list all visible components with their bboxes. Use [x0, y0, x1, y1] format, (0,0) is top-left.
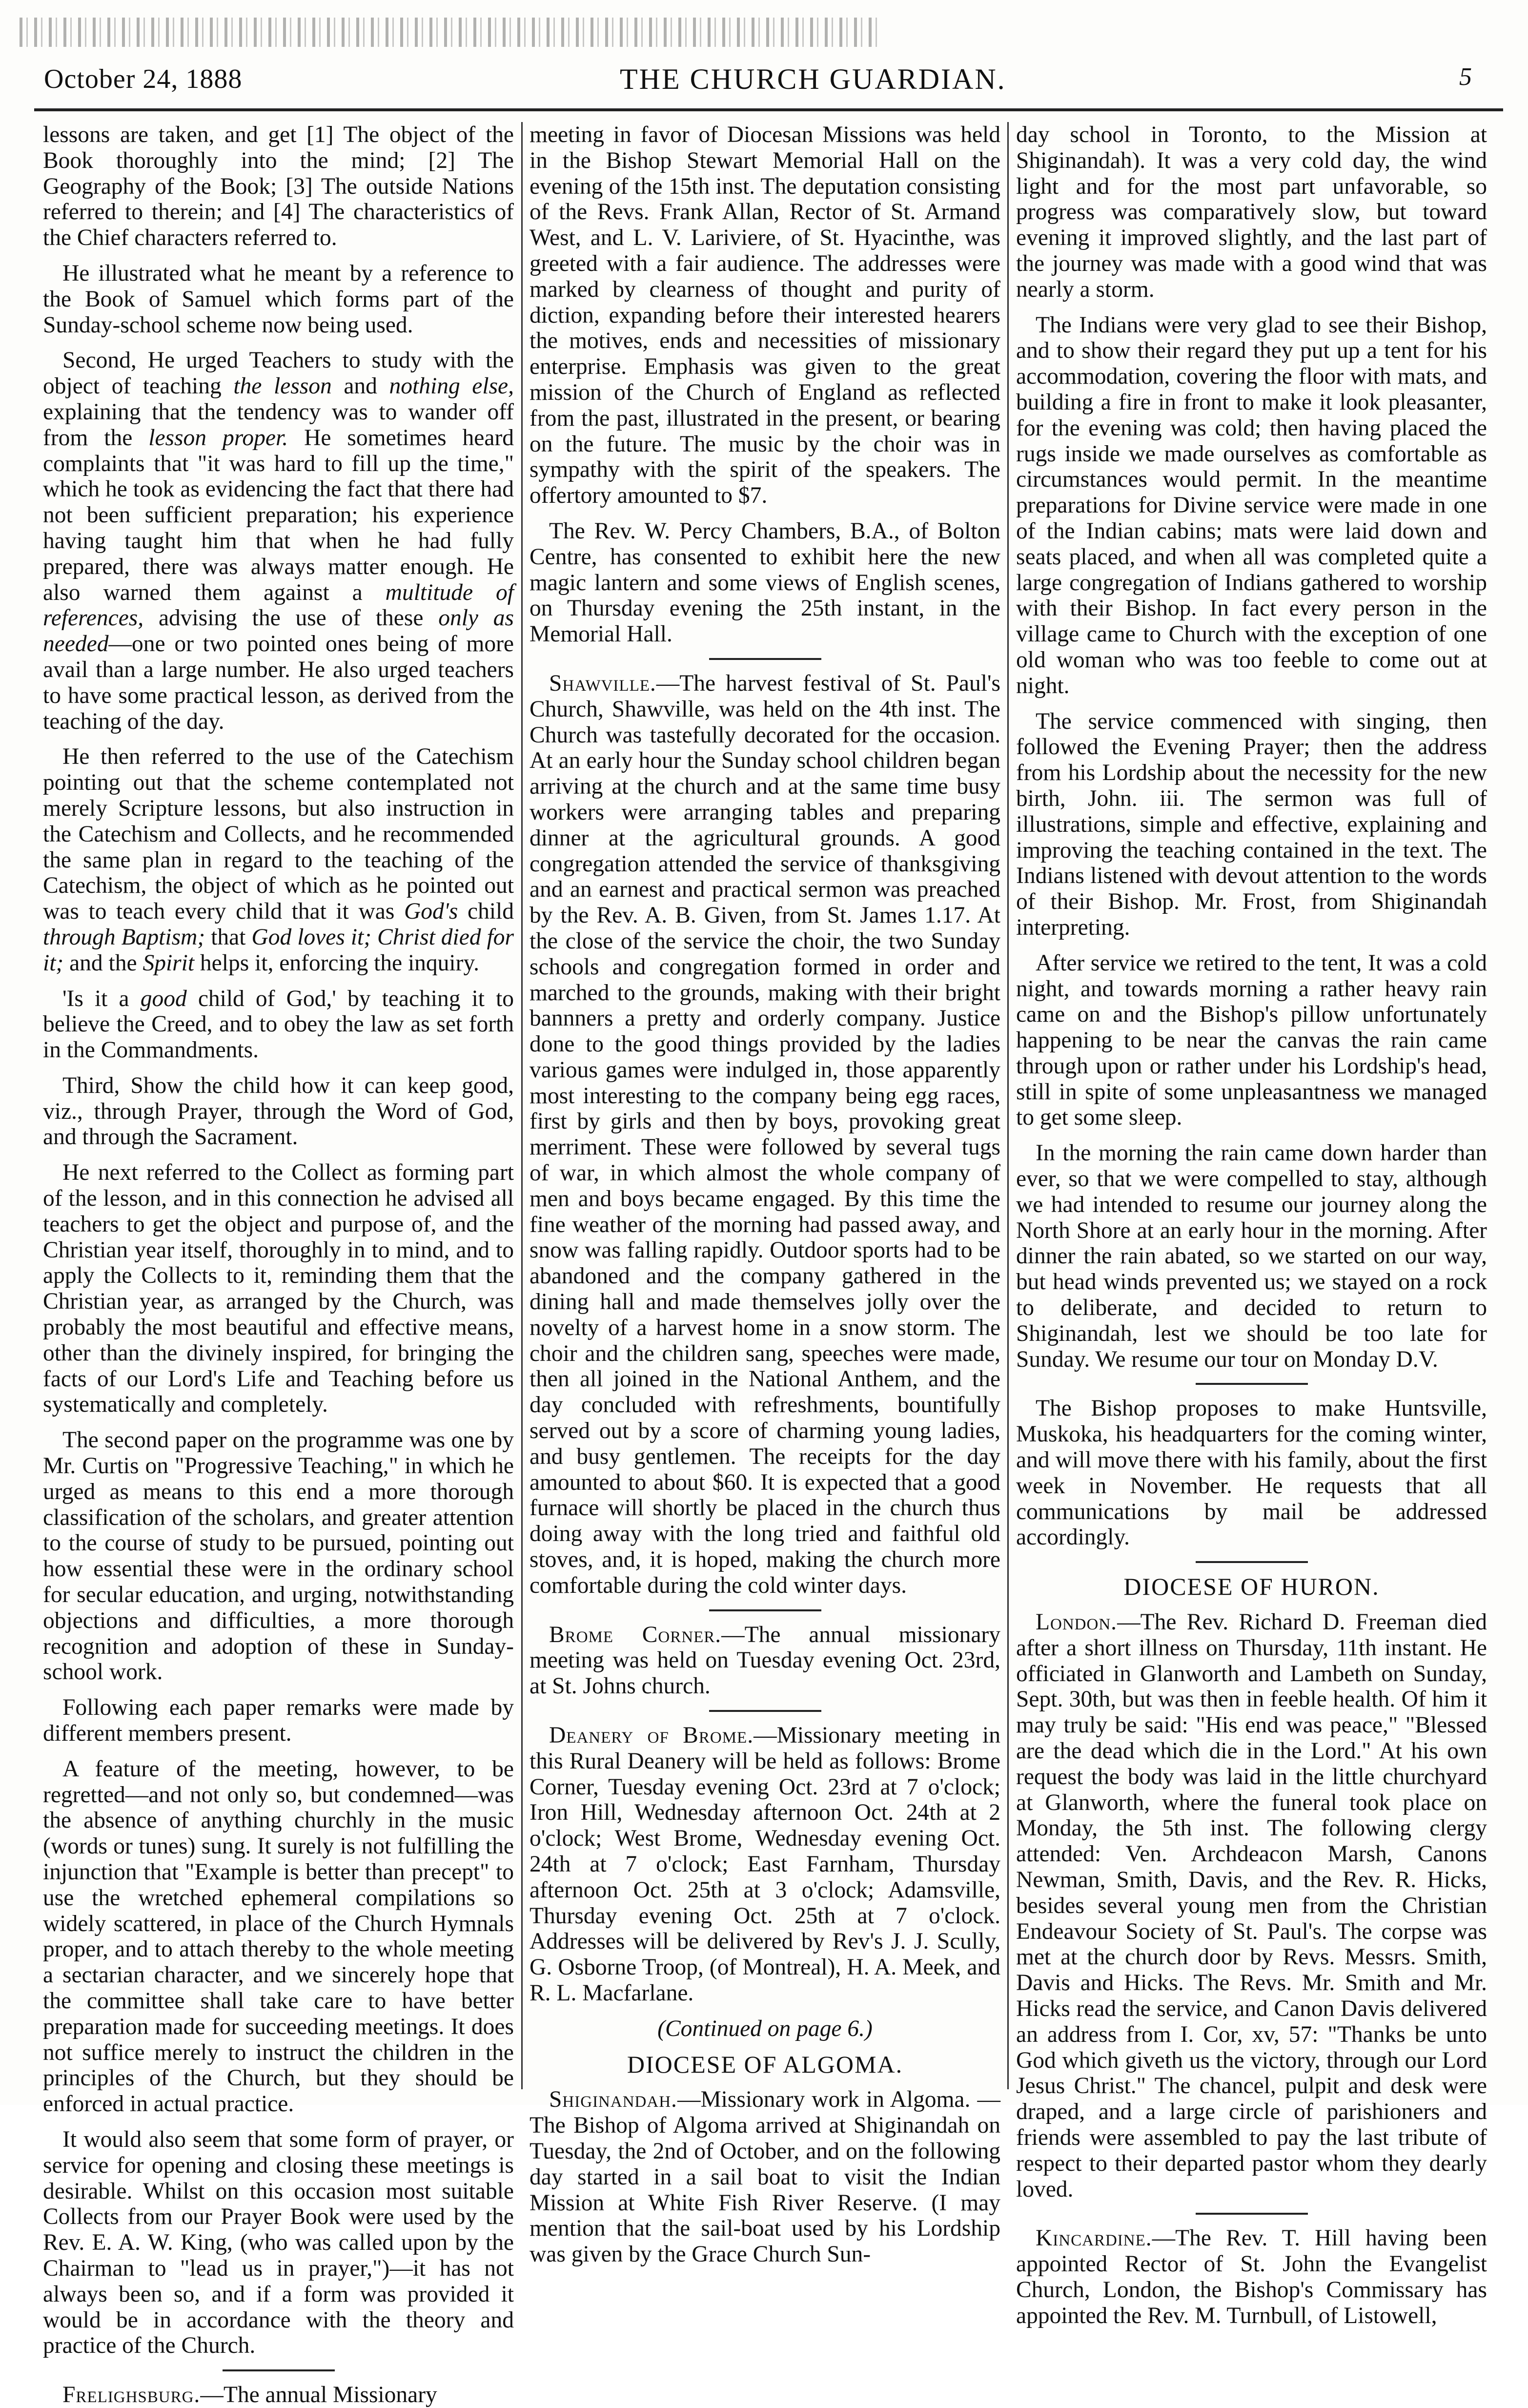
place-name: Brome Corner. [549, 1622, 722, 1647]
place-name: Deanery of Brome. [549, 1723, 754, 1749]
paragraph: day school in Toronto, to the Mission at Shiginandah). It was a very cold day, the wind light and for the most part unfavorable, so progress was comparatively slow, but toward evening it improved slightly, and the last part of the journey was made with a good wind that was nearly a storm. [1016, 122, 1487, 302]
paragraph: The second paper on the programme was one by Mr. Curtis on "Progressive Teaching," in which he urged as means to this end a more thorough classification of the scholars, and greater attention to the course of study to be pursued, pointing out how essential these were in the ordinary school for secular education, and urging, notwithstanding objections and difficulties, a more thorough recognition and adoption of these in Sunday-school work. [43, 1427, 514, 1685]
paragraph: In the morning the rain came down harder than ever, so that we were compelled to stay, although we had intended to resume our journey along the North Shore at an early hour in the morning. After dinner the rain abated, so we started on our way, but head winds prevented us; we stayed on a rock to deliberate, and decided to return to Shiginandah, lest we should be too late for Sunday. We resume our tour on Monday D.V. [1016, 1140, 1487, 1372]
place-name: Frelighsburg. [62, 2382, 201, 2408]
paragraph: Kincardine.—The Rev. T. Hill having been appointed Rector of St. John the Evangelist Church, London, the Bishop's Commissary has appointed the Rev. M. Turnbull, of Listowell, [1016, 2225, 1487, 2328]
section-heading: DIOCESE OF ALGOMA. [627, 2050, 903, 2078]
section-rule [1196, 1561, 1308, 1563]
paragraph: Frelighsburg.—The annual Missionary [62, 2382, 437, 2408]
column-3 [1016, 122, 1487, 2328]
column-divider [521, 122, 523, 2089]
paragraph: Following each paper remarks were made by different members present. [43, 1695, 514, 1747]
column-1 [43, 122, 514, 2408]
paragraph: A feature of the meeting, however, to be regretted—and not only so, but condemned—was the absence of anything churchly in the music (words or tunes) sung. It surely is not fulfilling the injunction that "Example is better than precept" to use the wretched ephemeral compilations so widely scattered, in place of the Church Hymnals proper, and to attach thereby to the whole meeting a sectarian character, and we sincerely hope that the committee shall take care to have better preparation made for succeeding meetings. It does not suffice merely to instruct the children in the principles of the Church, but they should be enforced in actual practice. [43, 1756, 514, 2117]
column-2 [530, 122, 1000, 2267]
paragraph: He then referred to the use of the Catechism pointing out that the scheme contemplated not merely Scripture lessons, but also instruction in the Catechism and Collects, and he recommended the same plan in regard to the teaching of the Catechism, the object of which as he pointed out was to teach every child that it was God's child through Baptism; that God loves it; Christ died for it; and the Spirit helps it, enforcing the inquiry. [43, 744, 514, 976]
place-name: Shawville. [549, 670, 656, 696]
paragraph: Shawville.—The harvest festival of St. Paul's Church, Shawville, was held on the 4th inst. The Church was tastefully decorated for the occasion. At an early hour the Sunday school children began arriving at the church and at the same time busy workers were arranging tables and preparing dinner at the agricultural grounds. A good congregation attended the service of thanksgiving and an earnest and practical sermon was preached by the Rev. A. B. Given, from St. James 1.17. At the close of the service the choir, the two Sunday schools and congregation formed in order and marched to the grounds, making with their bright bannners a pretty and orderly company. Justice done to the good things provided by the ladies various games were indulged in, those apparently most interesting to the company being egg races, first by girls and then by boys, provoking great merriment. These were followed by several tugs of war, in which almost the whole company of men and boys became engaged. By this time the fine weather of the morning had passed away, and snow was falling rapidly. Outdoor sports had to be abandoned and the company gathered in the dining hall and made themselves jolly over the novelty of a harvest home in a snow storm. The choir and the children sang, speeches were made, then all joined in the National Anthem, and the day concluded with refreshments, bountifully served out by a score of charming young ladies, and busy gentlemen. The receipts for the day amounted to about $60. It is expected that a good furnace will shortly be placed in the church thus doing away with the long tried and faithful old stoves, and, it is hoped, making the church more comfortable during the cold winter days. [530, 670, 1000, 1598]
paragraph: 'Is it a good child of God,' by teaching it to believe the Creed, and to obey the law as set forth in the Commandments. [43, 986, 514, 1063]
place-name: Kincardine. [1036, 2225, 1152, 2251]
paragraph: Second, He urged Teachers to study with the object of teaching the lesson and nothing else, explaining that the tendency was to wander off from the lesson proper. He sometimes heard complaints that "it was hard to fill up the time," which he took as evidencing the fact that there had not been sufficient preparation; his experience having taught him that when he had fully prepared, there was always matter enough. He also warned them against a multitude of references, advising the use of these only as needed—one or two pointed ones being of more avail than a large number. He also urged teachers to have some practical lesson, as derived from the teaching of the day. [43, 348, 514, 734]
masthead [0, 0, 1528, 122]
section-rule [709, 658, 821, 660]
section-rule [223, 2369, 335, 2371]
header-rule [34, 108, 1503, 111]
issue-date: October 24, 1888 [44, 64, 243, 94]
paragraph: He illustrated what he meant by a reference to the Book of Samuel which forms part of the Sunday-school scheme now being used. [43, 260, 514, 338]
page-number: 5 [1459, 63, 1472, 91]
paragraph: After service we retired to the tent, It was a cold night, and towards morning a rather heavy rain came on and the Bishop's pillow unfortunately happening to be near the canvas the rain came through upon or rather under his Lordship's head, still in spite of some unpleasantness we managed to get some sleep. [1016, 950, 1487, 1131]
paragraph: The Bishop proposes to make Huntsville, Muskoka, his headquarters for the coming winter, and will move there with his family, about the first week in November. He requests that all communications by mail be addressed accordingly. [1016, 1396, 1487, 1550]
paragraph: Deanery of Brome.—Missionary meeting in this Rural Deanery will be held as follows: Brome Corner, Tuesday evening Oct. 23rd at 7 o'clock; Iron Hill, Wednesday afternoon Oct. 24th at 2 o'clock; West Brome, Wednesday evening Oct. 24th at 7 o'clock; East Farnham, Thursday afternoon Oct. 25th at 3 o'clock; Adamsville, Thursday evening Oct. 25th at 7 o'clock. Addresses will be delivered by Rev's J. J. Scully, G. Osborne Troop, (of Montreal), H. A. Meek, and R. L. Macfarlane. [530, 1723, 1000, 2006]
newspaper-title: THE CHURCH GUARDIAN. [620, 63, 1006, 95]
section-rule [709, 1710, 821, 1712]
paragraph: London.—The Rev. Richard D. Freeman died after a short illness on Thursday, 11th instant. He officiated in Glanworth and Lambeth on Sunday, Sept. 30th, but was then in feeble health. Of him it may truly be said: "His end was peace," "Blessed are the dead which die in the Lord." At his own request the body was laid in the little churchyard at Glanworth, where the funeral took place on Monday, the 5th inst. The following clergy attended: Ven. Archdeacon Marsh, Canons Newman, Smith, Davis, and the Rev. R. Hicks, besides several young men from the Christian Endeavour Society of St. Paul's. The corpse was met at the church door by Revs. Messrs. Smith, Davis and Hicks. The Revs. Mr. Smith and Mr. Hicks read the service, and Canon Davis delivered an address from I. Cor, xv, 57: "Thanks be unto God which giveth us the victory, through our Lord Jesus Christ." The chancel, pulpit and desk were draped, and a large circle of parishioners and friends were assembled to pay the last tribute of respect to their departed pastor whom they dearly loved. [1016, 1609, 1487, 2202]
paragraph: It would also seem that some form of prayer, or service for opening and closing these meetings is desirable. Whilst on this occasion most suitable Collects from our Prayer Book were used by the Rev. E. A. W. King, (who was called upon by the Chairman to "lead us in prayer,")—it has not always been so, and if a form was provided it would be in accordance with the theory and practice of the Church. [43, 2126, 514, 2359]
continued-note: (Continued on page 6.) [657, 2016, 873, 2041]
section-rule [1196, 1383, 1308, 1385]
paragraph: Shiginandah.—Missionary work in Algoma. —The Bishop of Algoma arrived at Shiginandah on Tuesday, the 2nd of October, and on the following day started in a sail boat to visit the Indian Mission at White Fish River Reserve. (I may mention that the sail-boat used by his Lordship was given by the Grace Church Sun- [530, 2087, 1000, 2267]
place-name: Shiginandah. [549, 2087, 677, 2113]
paragraph: Brome Corner.—The annual missionary meeting was held on Tuesday evening Oct. 23rd, at St. Johns church. [530, 1622, 1000, 1699]
paragraph: meeting in favor of Diocesan Missions was held in the Bishop Stewart Memorial Hall on the evening of the 15th inst. The deputation consisting of the Revs. Frank Allan, Rector of St. Armand West, and L. V. Lariviere, of St. Hyacinthe, was greeted with a fair audience. The addresses were marked by clearness of thought and purity of diction, expanding before their interested hearers the motives, ends and necessities of missionary enterprise. Emphasis was given to the great mission of the Church of England as reflected from the past, illustrated in the present, or bearing on the future. The music by the choir was in sympathy with the spirit of the speakers. The offertory amounted to $7. [530, 122, 1000, 509]
section-heading: DIOCESE OF HURON. [1123, 1573, 1380, 1601]
print-noise [20, 18, 878, 47]
place-name: London. [1036, 1609, 1118, 1635]
paragraph: lessons are taken, and get [1] The object of the Book thoroughly into the mind; [2] The Geography of the Book; [3] The outside Nations referred to therein; and [4] The characteristics of the Chief characters referred to. [43, 122, 514, 251]
paragraph: He next referred to the Collect as forming part of the lesson, and in this connection he advised all teachers to get the object and purpose of, and the Christian year itself, thoroughly in to mind, and to apply the Collects to it, reminding them that the Christian year, as arranged by the Church, was probably the most beautiful and effective means, other than the divinely inspired, for bringing the facts of our Lord's Life and Teaching before us systematically and completely. [43, 1160, 514, 1418]
section-rule [709, 1609, 821, 1611]
column-divider [1007, 122, 1009, 2089]
section-rule [1196, 2213, 1308, 2215]
paragraph: The service commenced with singing, then followed the Evening Prayer; then the address from his Lordship about the necessity for the new birth, John. iii. The sermon was full of illustrations, simple and effective, explaining and improving the teaching contained in the text. The Indians listened with devout attention to the words of their Bishop. Mr. Frost, from Shiginandah interpreting. [1016, 708, 1487, 940]
paragraph: The Rev. W. Percy Chambers, B.A., of Bolton Centre, has consented to exhibit here the new magic lantern and some views of English scenes, on Thursday evening the 25th instant, in the Memorial Hall. [530, 518, 1000, 647]
paragraph: Third, Show the child how it can keep good, viz., through Prayer, through the Word of God, and through the Sacrament. [43, 1072, 514, 1150]
paragraph: The Indians were very glad to see their Bishop, and to show their regard they put up a tent for his accommodation, covering the floor with mats, and building a fire in front to make it look pleasanter, for the evening was cold; then having placed the rugs inside we made ourselves as comfortable as circumstances would permit. In the meantime preparations for Divine service were made in one of the Indian cabins; mats were laid down and seats placed, and when all was completed quite a large congregation of Indians gathered to worship with their Bishop. In fact every person in the village came to Church with the exception of one old woman who was too feeble to come out at night. [1016, 312, 1487, 699]
